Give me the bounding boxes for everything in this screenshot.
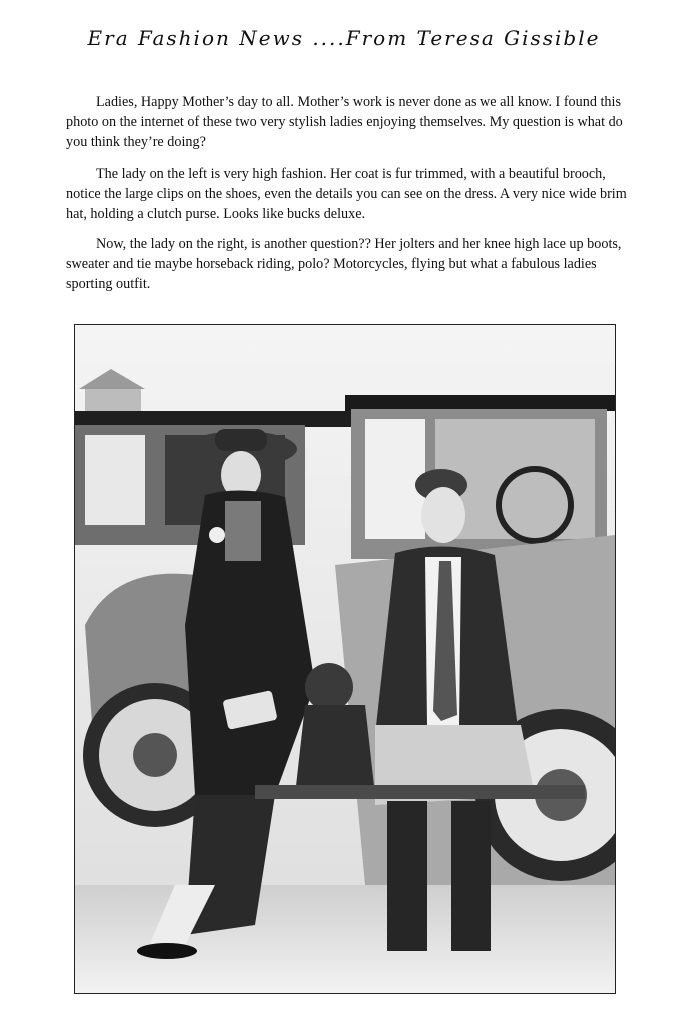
page-title: Era Fashion News ....From Teresa Gissible [87,26,601,50]
paragraph-greeting: Ladies, Happy Mother’s day to all. Mother’s work is never done as we all know. I found this photo on the internet of these two very stylish ladies enjoying themselves. My question is what do you think they’re doing? [66,94,623,150]
vintage-photograph [74,324,616,994]
brooch [209,527,225,543]
shoe [137,943,197,959]
photo-illustration [75,325,615,993]
running-board [255,785,585,799]
paragraph-right-lady: Now, the lady on the right, is another question?? Her jolters and her knee high lace up boots, sweater and tie maybe horseback riding, polo? Motorcycles, flying but what a fabulous ladies sporting outfit. [66,236,622,292]
lace-up-boot-right [451,801,491,951]
lace-up-boot-left [387,801,427,951]
paragraph-left-lady: The lady on the left is very high fashion. Her coat is fur trimmed, with a beautiful brooch, notice the large clips on the shoes, even the details you can see on the dress. A very nice wide brim hat, holding a clutch purse. Looks like bucks deluxe. [66,166,627,222]
